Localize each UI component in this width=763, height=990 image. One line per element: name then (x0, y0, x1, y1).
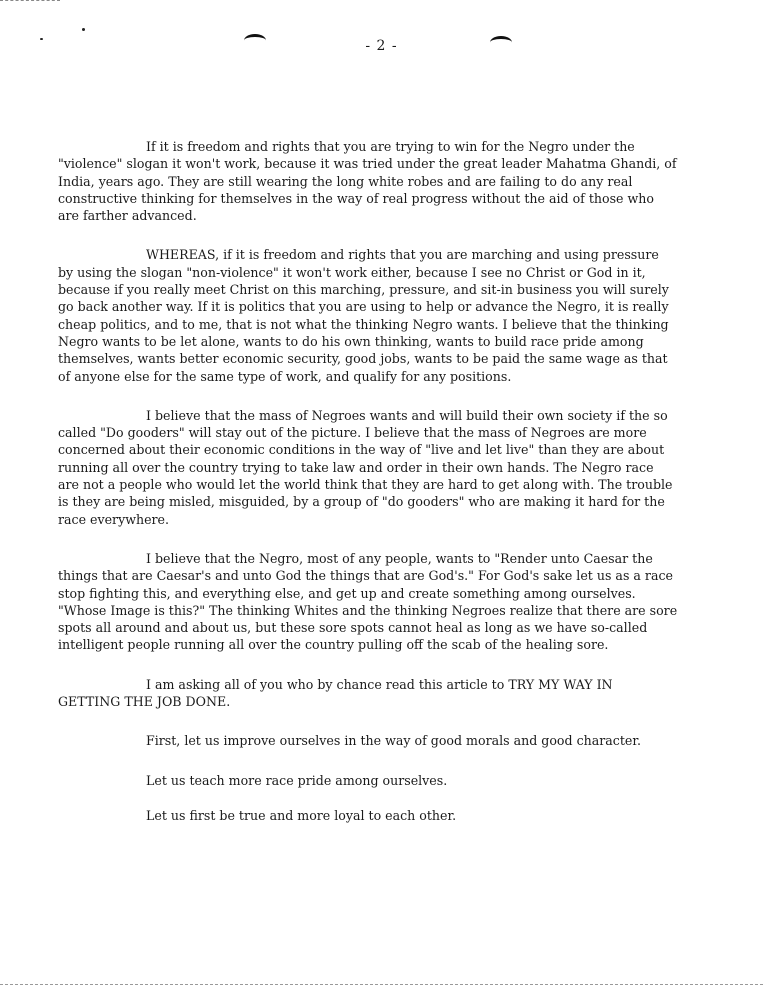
paragraph-try-my-way: I am asking all of you who by chance read this article to TRY MY WAY IN GETTING THE JOB DONE. (58, 676, 613, 710)
paragraph-race-pride: Let us teach more race pride among ourselves. (146, 772, 448, 788)
scan-edge-mark (0, 0, 60, 1)
page-number: - 2 - (365, 38, 398, 54)
paragraph-render-unto-caesar: I believe that the Negro, most of any people, wants to "Render unto Caesar the things that are Caesar's and unto God the things that are God's." For God's sake let us as a race stop fighting this, and everything else, and get up and create something among ourselves. "Whose Image is this?" The thinking Whites and the thinking Negroes realize that there are sore spots all around and about us, but these sore spots cannot heal as long as we have so-called intelligent people running all over the country pulling off the scab of the healing sore. (58, 550, 678, 653)
paragraph-loyal: Let us first be true and more loyal to each other. (146, 807, 457, 823)
scan-speck (82, 28, 85, 31)
paragraph-mass-of-negroes: I believe that the mass of Negroes wants and will build their own society if the so called "Do gooders" will stay out of the picture. I believe that the mass of Negroes are more concerned about their economic conditions in the way of "live and let live" than they are about running all over the country trying to take law and order in their own hands. The Negro race are not a people who would let the world think that they are hard to get along with. The trouble is they are being misled, misguided, by a group of "do gooders" who are making it hard for the race everywhere. (58, 407, 673, 527)
scan-bottom-edge (0, 984, 763, 985)
document-body (58, 138, 678, 842)
paragraph-first-improve: First, let us improve ourselves in the way of good morals and good character. (146, 733, 641, 749)
paragraph-whereas: WHEREAS, if it is freedom and rights that you are marching and using pressure by using the slogan "non-violence" it won't work either, because I see no Christ or God in it, because if you really meet Christ on this marching, pressure, and sit-in business you will surely go back another way. If it is politics that you are using to help or advance the Negro, it is really cheap politics, and to me, that is not what the thinking Negro wants. I believe that the thinking Negro wants to be let alone, wants to do his own thinking, wants to build race pride among themselves, wants better economic security, good jobs, wants to be paid the same wage as that of anyone else for the same type of work, and qualify for any positions. (58, 247, 669, 384)
paragraph-violence: If it is freedom and rights that you are trying to win for the Negro under the "violence" slogan it won't work, because it was tried under the great leader Mahatma Ghandi, of India, years ago. They are still wearing the long white robes and are failing to do any real constructive thinking for themselves in the way of real progress without the aid of those who are farther advanced. (58, 139, 677, 224)
